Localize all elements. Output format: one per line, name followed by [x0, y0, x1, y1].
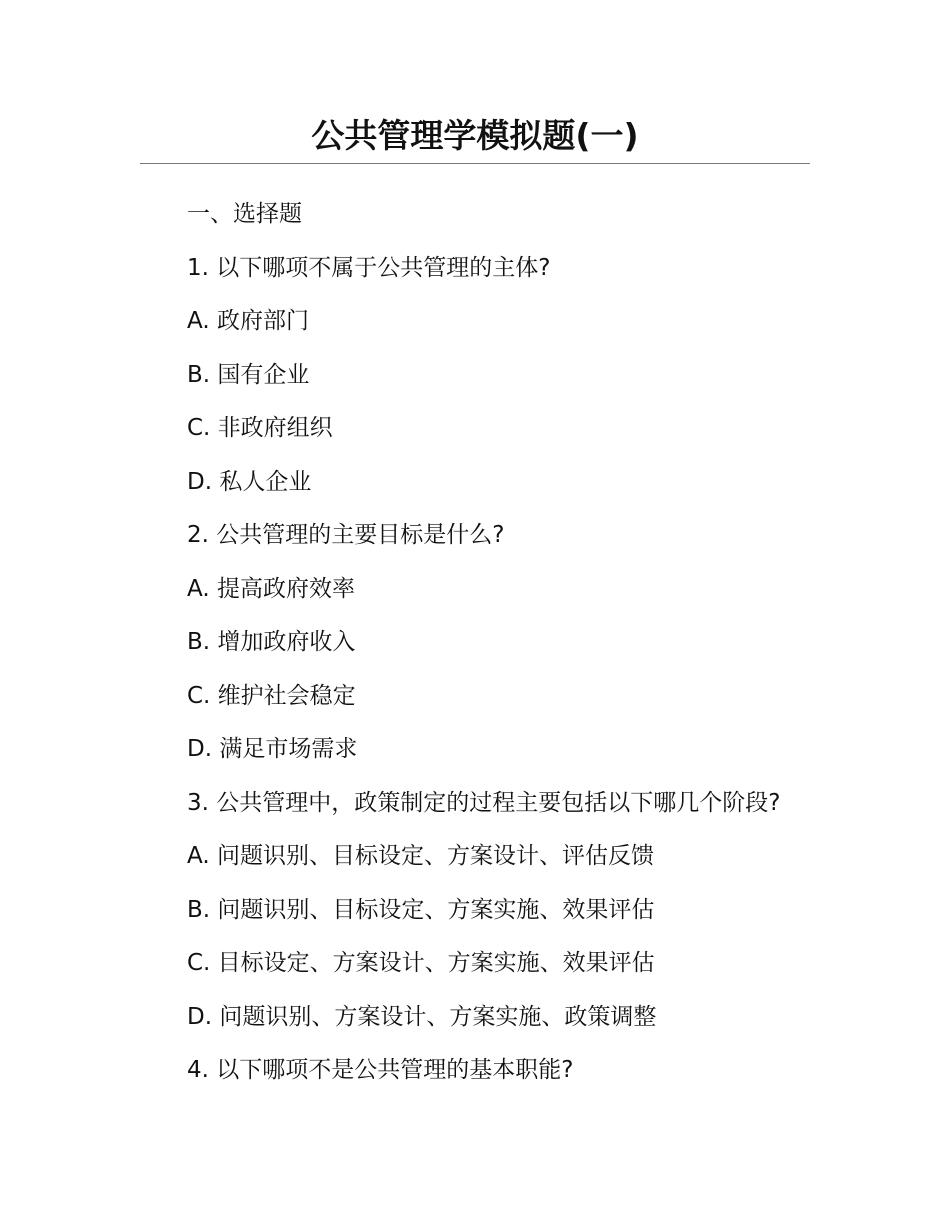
section-heading: 一、选择题 — [187, 201, 302, 227]
title-underline — [140, 163, 810, 164]
question-stem: 4. 以下哪项不是公共管理的基本职能? — [187, 1057, 574, 1083]
question-stem: 2. 公共管理的主要目标是什么? — [187, 522, 505, 548]
question-4 — [187, 1044, 847, 1098]
option-c: C. 目标设定、方案设计、方案实施、效果评估 — [187, 950, 655, 976]
question-stem: 3. 公共管理中，政策制定的过程主要包括以下哪几个阶段? — [187, 789, 781, 816]
option-a: A. 政府部门 — [187, 308, 309, 334]
option-d: D. 私人企业 — [187, 468, 312, 495]
document-title: 公共管理学模拟题(一) — [311, 116, 639, 155]
option-d: D. 问题识别、方案设计、方案实施、政策调整 — [187, 1003, 657, 1030]
option-d: D. 满足市场需求 — [187, 736, 358, 762]
question-2 — [187, 509, 847, 777]
question-3 — [187, 777, 847, 1045]
document-body — [187, 188, 847, 1098]
option-a: A. 问题识别、目标设定、方案设计、评估反馈 — [187, 843, 654, 869]
question-stem: 1. 以下哪项不属于公共管理的主体? — [187, 254, 551, 281]
option-b: B. 增加政府收入 — [187, 629, 356, 655]
option-c: C. 非政府组织 — [187, 415, 333, 441]
option-c: C. 维护社会稳定 — [187, 682, 356, 709]
question-1 — [187, 242, 847, 510]
option-a: A. 提高政府效率 — [187, 575, 355, 602]
option-b: B. 国有企业 — [187, 361, 310, 388]
option-b: B. 问题识别、目标设定、方案实施、效果评估 — [187, 896, 655, 923]
